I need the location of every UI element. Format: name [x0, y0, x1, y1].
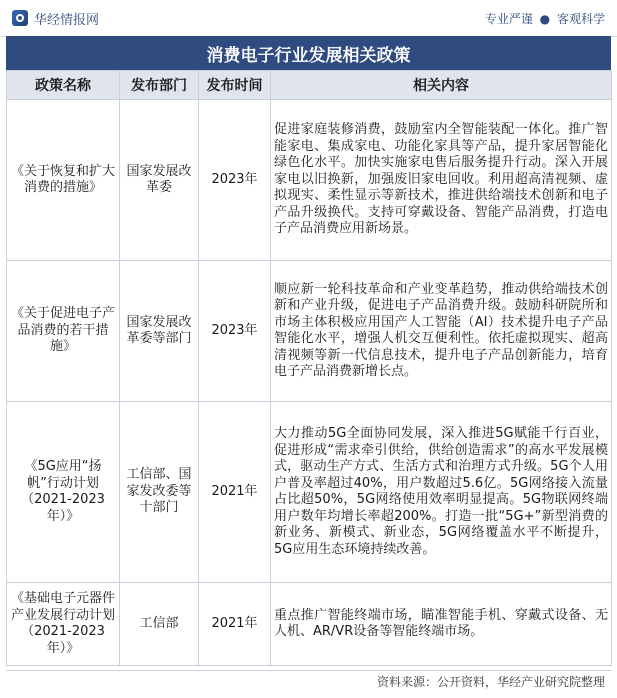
table-row	[7, 261, 612, 402]
policy-department: 工信部、国家发改委等十部门	[120, 402, 199, 583]
slogan-left: 专业严谨	[484, 11, 533, 26]
table-row	[7, 583, 612, 666]
slogan-right: 客观科学	[556, 11, 605, 26]
policy-name: 《5G应用“扬帆”行动计划（2021-2023年）》	[7, 402, 120, 583]
policy-year: 2023年	[199, 100, 271, 261]
source-note	[6, 670, 611, 693]
header-content: 相关内容	[271, 71, 612, 100]
policy-year: 2021年	[199, 583, 271, 666]
logo-icon	[12, 10, 28, 26]
policy-name: 《基础电子元器件产业发展行动计划（2021-2023年）》	[7, 583, 120, 666]
policy-content: 大力推动5G全面协同发展，深入推进5G赋能千行百业，促进形成“需求牵引供给，供给创造需求”的高水平发展模式，驱动生产方式、生活方式和治理方式升级。5G个人用户普及率超过40%，用户数超过5.6亿。5G网络接入流量占比超50%，5G网络使用效率明显提高。5G物联网终端用户数年均增长率超200%。打造一批“5G+”新型消费的新业务、新模式、新业态，5G网络覆盖水平不断提升，5G应用生态环境持续改善。	[271, 402, 612, 583]
policy-name: 《关于促进电子产品消费的若干措施》	[7, 261, 120, 402]
policy-department: 国家发展改革委等部门	[120, 261, 199, 402]
policy-department: 工信部	[120, 583, 199, 666]
policy-content: 促进家庭装修消费，鼓励室内全智能装配一体化。推广智能家电、集成家电、功能化家具等产品，提升家居智能化绿色化水平。加快实施家电售后服务提升行动。深入开展家电以旧换新，加强废旧家电回收。利用超高清视频、虚拟现实、柔性显示等新技术，推进供给端技术创新和电子产品升级换代。支持可穿戴设备、智能产品消费，打造电子产品消费应用新场景。	[271, 100, 612, 261]
policy-year: 2021年	[199, 402, 271, 583]
header-policy-name: 政策名称	[7, 71, 120, 100]
policy-content: 顺应新一轮科技革命和产业变革趋势，推动供给端技术创新和产业升级，促进电子产品消费升级。鼓励科研院所和市场主体积极应用国产人工智能（AI）技术提升电子产品智能化水平，增强人机交互便利性。依托虚拟现实、超高清视频等新一代信息技术，提升电子产品创新能力，培育电子产品消费新增长点。	[271, 261, 612, 402]
header-release-date: 发布时间	[199, 71, 271, 100]
source-text: 资料来源：公开资料，华经产业研究院整理	[376, 675, 605, 689]
policy-content: 重点推广智能终端市场，瞄准智能手机、穿戴式设备、无人机、AR/VR设备等智能终端市场。	[271, 583, 612, 666]
slogan	[485, 10, 605, 27]
header-department: 发布部门	[120, 71, 199, 100]
table-title: 消费电子行业发展相关政策	[6, 36, 611, 70]
table-row	[7, 100, 612, 261]
brand[interactable]	[12, 9, 99, 28]
table-header-row	[7, 71, 612, 100]
policy-year: 2023年	[199, 261, 271, 402]
top-bar	[0, 0, 617, 37]
table-row	[7, 402, 612, 583]
brand-name: 华经情报网	[34, 12, 100, 28]
policy-department: 国家发展改革委	[120, 100, 199, 261]
slogan-dot-icon: ●	[539, 11, 551, 26]
policy-name: 《关于恢复和扩大消费的措施》	[7, 100, 120, 261]
policy-table	[6, 70, 612, 666]
